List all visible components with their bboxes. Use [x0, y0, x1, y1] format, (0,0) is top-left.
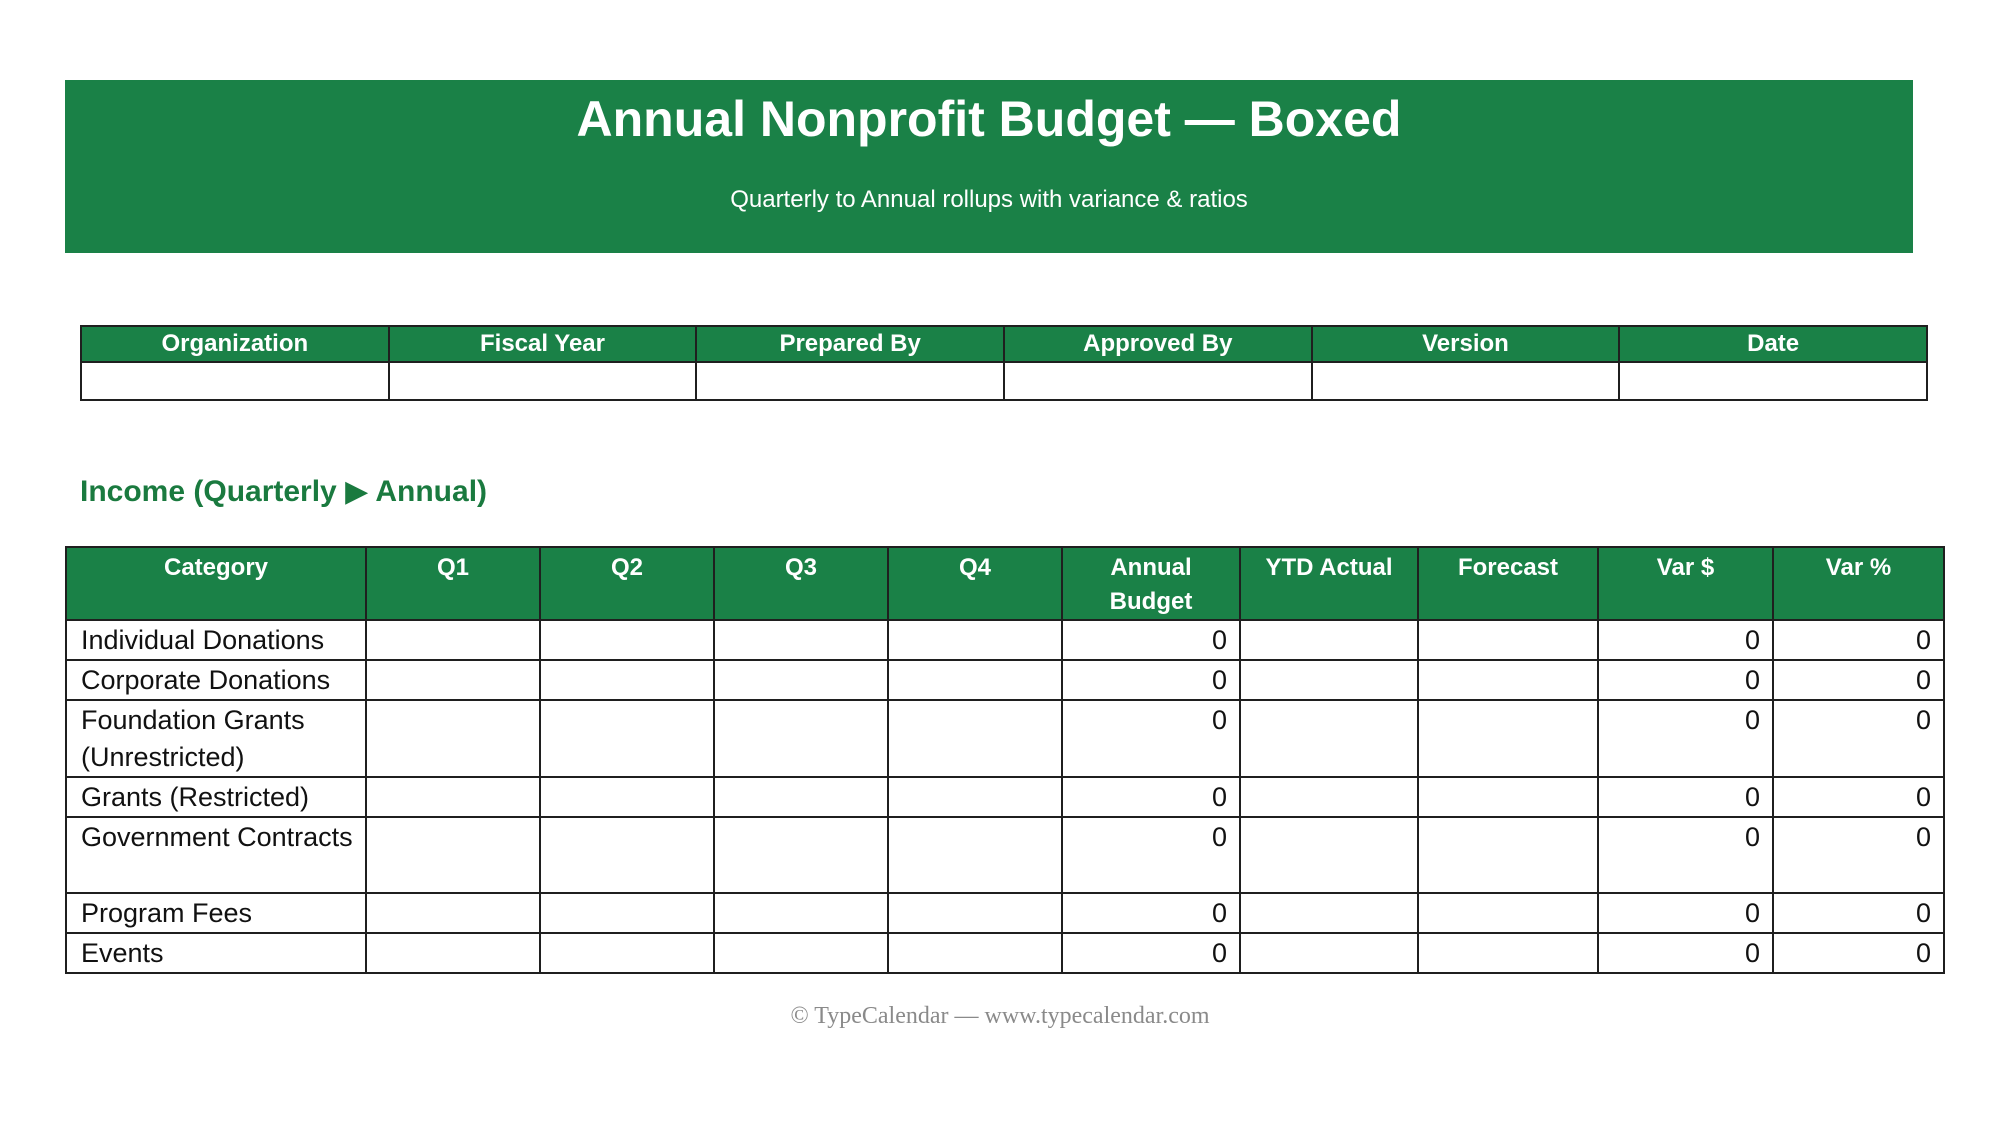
ytd-actual-cell[interactable]: [1240, 817, 1418, 893]
q2-cell[interactable]: [540, 620, 714, 660]
category-cell: Corporate Donations: [66, 660, 366, 700]
ytd-actual-cell[interactable]: [1240, 893, 1418, 933]
q4-cell[interactable]: [888, 660, 1062, 700]
organization-field[interactable]: [81, 362, 389, 400]
category-cell: Foundation Grants (Unrestricted): [66, 700, 366, 777]
table-row: [66, 700, 1944, 777]
annual-budget-cell: 0: [1062, 700, 1240, 777]
q4-cell[interactable]: [888, 933, 1062, 973]
forecast-cell[interactable]: [1418, 933, 1598, 973]
q1-cell[interactable]: [366, 700, 540, 777]
q3-cell[interactable]: [714, 817, 888, 893]
category-cell: Events: [66, 933, 366, 973]
forecast-cell[interactable]: [1418, 660, 1598, 700]
var-percent-cell: 0: [1773, 700, 1944, 777]
table-row: [66, 893, 1944, 933]
var-dollar-cell: 0: [1598, 620, 1773, 660]
q3-cell[interactable]: [714, 620, 888, 660]
footer-credit: © TypeCalendar — www.typecalendar.com: [790, 1003, 1210, 1029]
ytd-actual-cell[interactable]: [1240, 777, 1418, 817]
annual-budget-cell: 0: [1062, 620, 1240, 660]
var-dollar-cell: 0: [1598, 660, 1773, 700]
table-row: [66, 933, 1944, 973]
table-row: [66, 817, 1944, 893]
category-cell: Program Fees: [66, 893, 366, 933]
q4-cell[interactable]: [888, 777, 1062, 817]
q1-cell[interactable]: [366, 817, 540, 893]
page-title: Annual Nonprofit Budget — Boxed: [576, 91, 1402, 147]
q3-header: Q3: [714, 547, 888, 620]
ytd-actual-cell[interactable]: [1240, 933, 1418, 973]
table-row: [66, 777, 1944, 817]
q4-cell[interactable]: [888, 893, 1062, 933]
var-dollar-header: Var $: [1598, 547, 1773, 620]
var-percent-cell: 0: [1773, 620, 1944, 660]
annual-budget-cell: 0: [1062, 933, 1240, 973]
q4-header: Q4: [888, 547, 1062, 620]
q4-cell[interactable]: [888, 620, 1062, 660]
q2-cell[interactable]: [540, 777, 714, 817]
q4-cell[interactable]: [888, 700, 1062, 777]
q4-cell[interactable]: [888, 817, 1062, 893]
q2-cell[interactable]: [540, 893, 714, 933]
document-info-header-row: [81, 326, 1927, 362]
annual-budget-header: Annual Budget: [1062, 547, 1240, 620]
annual-budget-cell: 0: [1062, 660, 1240, 700]
var-percent-header: Var %: [1773, 547, 1944, 620]
q3-cell[interactable]: [714, 777, 888, 817]
var-dollar-cell: 0: [1598, 893, 1773, 933]
forecast-cell[interactable]: [1418, 893, 1598, 933]
document-info-value-row: [81, 362, 1927, 400]
var-dollar-cell: 0: [1598, 933, 1773, 973]
annual-budget-cell: 0: [1062, 817, 1240, 893]
ytd-actual-cell[interactable]: [1240, 660, 1418, 700]
category-cell: Grants (Restricted): [66, 777, 366, 817]
income-header-row: [66, 547, 1944, 620]
var-percent-cell: 0: [1773, 777, 1944, 817]
income-section-title: Income (Quarterly ▶ Annual): [80, 475, 488, 508]
approved-by-field[interactable]: [1004, 362, 1312, 400]
ytd-actual-cell[interactable]: [1240, 700, 1418, 777]
table-row: [66, 620, 1944, 660]
q2-cell[interactable]: [540, 933, 714, 973]
prepared-by-field[interactable]: [696, 362, 1004, 400]
ytd-actual-cell[interactable]: [1240, 620, 1418, 660]
q3-cell[interactable]: [714, 700, 888, 777]
version-field[interactable]: [1312, 362, 1620, 400]
fiscal-year-field[interactable]: [389, 362, 697, 400]
table-row: [66, 660, 1944, 700]
q1-cell[interactable]: [366, 777, 540, 817]
forecast-cell[interactable]: [1418, 777, 1598, 817]
var-dollar-cell: 0: [1598, 700, 1773, 777]
version-header: Version: [1312, 326, 1620, 362]
var-percent-cell: 0: [1773, 817, 1944, 893]
category-cell: Government Contracts: [66, 817, 366, 893]
organization-header: Organization: [81, 326, 389, 362]
q1-cell[interactable]: [366, 933, 540, 973]
date-field[interactable]: [1619, 362, 1927, 400]
q2-cell[interactable]: [540, 700, 714, 777]
q3-cell[interactable]: [714, 660, 888, 700]
q2-cell[interactable]: [540, 817, 714, 893]
approved-by-header: Approved By: [1004, 326, 1312, 362]
title-banner: [65, 80, 1913, 253]
var-percent-cell: 0: [1773, 933, 1944, 973]
ytd-actual-header: YTD Actual: [1240, 547, 1418, 620]
page-subtitle: Quarterly to Annual rollups with variance & ratios: [730, 186, 1248, 213]
forecast-header: Forecast: [1418, 547, 1598, 620]
category-cell: Individual Donations: [66, 620, 366, 660]
q1-header: Q1: [366, 547, 540, 620]
forecast-cell[interactable]: [1418, 620, 1598, 660]
annual-budget-cell: 0: [1062, 777, 1240, 817]
q1-cell[interactable]: [366, 620, 540, 660]
income-table: [65, 546, 1945, 974]
annual-budget-cell: 0: [1062, 893, 1240, 933]
q2-header: Q2: [540, 547, 714, 620]
category-header: Category: [66, 547, 366, 620]
q3-cell[interactable]: [714, 893, 888, 933]
var-dollar-cell: 0: [1598, 817, 1773, 893]
var-dollar-cell: 0: [1598, 777, 1773, 817]
date-header: Date: [1619, 326, 1927, 362]
q3-cell[interactable]: [714, 933, 888, 973]
q1-cell[interactable]: [366, 893, 540, 933]
fiscal-year-header: Fiscal Year: [389, 326, 697, 362]
var-percent-cell: 0: [1773, 893, 1944, 933]
q1-cell[interactable]: [366, 660, 540, 700]
forecast-cell[interactable]: [1418, 817, 1598, 893]
document-info-table: [80, 325, 1928, 401]
prepared-by-header: Prepared By: [696, 326, 1004, 362]
forecast-cell[interactable]: [1418, 700, 1598, 777]
q2-cell[interactable]: [540, 660, 714, 700]
var-percent-cell: 0: [1773, 660, 1944, 700]
